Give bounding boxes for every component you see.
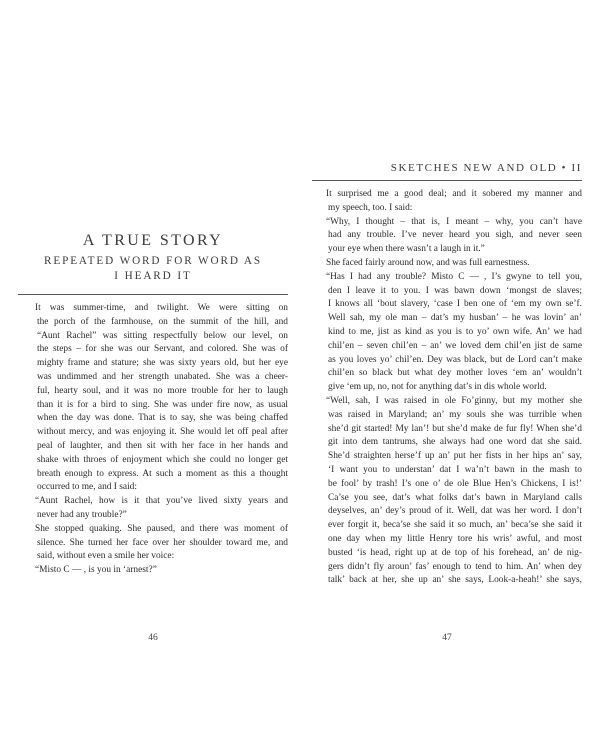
- text-line: “Well, sah, I was raised in ole Fo’ginny, but my mother she: [326, 395, 582, 406]
- text-line: breath enough to express. At such a moment as this a thought: [37, 468, 288, 479]
- text-line: It surprised me a good deal; and it sobered my manner and: [326, 189, 582, 199]
- text-line: without mercy, and was enjoying it. She would let off peal after: [37, 427, 288, 438]
- text-line: Well sah, my ole man – dat’s my husban’ – he was lovin’ an’: [328, 313, 582, 324]
- text-line: she’d git started! My lan’! but she’d make de fur fly! When she’d: [328, 423, 582, 434]
- chapter-title-block: [18, 232, 288, 284]
- text-line: kind to me, jist as kind as you is to yo’ own wife. An’ we had: [328, 326, 582, 337]
- chapter-subtitle-line: I HEARD IT: [114, 270, 192, 282]
- left-page-body: [25, 302, 288, 578]
- text-line: “Aunt Rachel, how is it that you’ve lived sixty years and: [35, 496, 288, 507]
- paragraph: [25, 564, 288, 578]
- text-line: She stopped quaking. She paused, and there was moment of: [35, 523, 288, 534]
- paragraph: [25, 523, 288, 564]
- text-line: busted ‘is head, right up at de top of his forehead, an’ de nig-: [328, 547, 582, 558]
- right-page: [312, 0, 582, 750]
- text-line: chil’en – seven chil’en – an’ we loved dem chil’en jist de same: [328, 340, 582, 351]
- text-line: gers didn’t fly aroun’ fas’ enough to tend to him. An’ when dey: [328, 561, 582, 572]
- text-line: the porch of the farmhouse, on the summit of the hill, and: [37, 316, 288, 327]
- text-line: when the day was done. That is to say, she was being chaffed: [37, 413, 288, 424]
- text-line: was undimmed and her strength unabated. She was a cheer-: [37, 371, 288, 382]
- text-line: the steps – for she was our Servant, and colored. She was of: [37, 344, 288, 355]
- chapter-title: A TRUE STORY: [82, 232, 224, 249]
- chapter-subtitle: [18, 254, 288, 284]
- text-line: peal of laughter, and then sit with her face in her hands and: [37, 440, 288, 451]
- text-line: den I leave it to you. I was bawn down ‘mongst de slaves;: [328, 285, 582, 296]
- text-line: mighty frame and stature; she was sixty years old, but her eye: [37, 358, 288, 369]
- paragraph: [316, 188, 582, 216]
- text-line: had any trouble. I’ve never heard you sigh, and never seen: [328, 230, 582, 241]
- text-line: as you loves yo’ chil’en. Dey was black, but de Lord can’t make: [328, 354, 582, 365]
- text-line: “Has I had any trouble? Misto C — , I’s gwyne to tell you,: [326, 271, 582, 282]
- text-line: my speech, too. I said:: [328, 202, 413, 213]
- right-page-body: [316, 188, 582, 588]
- text-line: Ca’se you see, dat’s what folks dat’s bawn in Maryland calls: [328, 492, 582, 503]
- running-head: SKETCHES NEW AND OLD • II: [390, 162, 582, 174]
- page-number-left: 46: [148, 633, 158, 643]
- text-line: occurred to me, and I said:: [37, 482, 137, 493]
- text-line: “Why, I thought – that is, I meant – why, you can’t have: [326, 216, 582, 227]
- text-line: was raised in Maryland; an’ my souls she was turrible when: [328, 409, 582, 420]
- text-line: deyselves, an’ dey’s proud of it. Well, dat was her word. I don’t: [328, 506, 582, 517]
- text-line: I knows all ‘bout slavery, ‘case I ben one of ‘em my own se’f.: [328, 299, 582, 310]
- left-page: [18, 0, 288, 750]
- paragraph: [25, 495, 288, 523]
- text-line: git into dem tantrums, she always had one word dat she said.: [328, 437, 582, 448]
- title-rule: [18, 294, 288, 295]
- chapter-subtitle-line: REPEATED WORD FOR WORD AS: [43, 255, 263, 267]
- text-line: talk’ back at her, she up an’ she says, Look-a-heah!’ she says,: [328, 575, 582, 586]
- text-line: give ‘em up, no, not for anything dat’s in dis whole world.: [328, 382, 547, 393]
- paragraph: [316, 257, 582, 271]
- text-line: “Aunt Rachel” was sitting respectfully below our level, on: [37, 330, 288, 341]
- page-number-right: 47: [442, 633, 452, 643]
- text-line: than it is for a bird to sing. She was under fire now, as usual: [37, 399, 288, 410]
- text-line: She’d straighten herse’f up an’ put her fists in her hips an’ say,: [328, 451, 582, 462]
- text-line: It was summer-time, and twilight. We were sitting on: [35, 303, 288, 313]
- text-line: your eye when there wasn’t a laugh in it.”: [328, 244, 485, 255]
- paragraph: [316, 395, 582, 588]
- text-line: ever forgit it, beca’se she said it so much, an’ beca’se she said it: [328, 520, 582, 531]
- text-line: chil’en so black but what dey mother loves ‘em an’ wouldn’t: [328, 368, 582, 379]
- text-line: ‘I want you to understan’ dat I wa’n’t bawn in the mash to: [328, 464, 582, 475]
- text-line: one day when my little Henry tore his wris’ awful, and most: [328, 533, 582, 544]
- text-line: silence. She turned her face over her shoulder toward me, and: [37, 537, 288, 548]
- text-line: said, without even a smile her voice:: [37, 551, 175, 562]
- paragraph: [25, 302, 288, 495]
- text-line: “Misto C — , is you in ‘arnest?”: [35, 565, 157, 576]
- text-line: shake with throes of enjoyment which she could no longer get: [37, 454, 288, 465]
- text-line: She faced fairly around now, and was full earnestness.: [326, 257, 530, 268]
- paragraph: [316, 271, 582, 395]
- text-line: ful, hearty soul, and it was no more trouble for her to laugh: [37, 385, 288, 396]
- text-line: be fool’ by trash! I’s one o’ de ole Blue Hen’s Chickens, I is!’: [328, 478, 582, 489]
- text-line: never had any trouble?”: [37, 509, 127, 520]
- running-head-rule: [312, 180, 582, 181]
- paragraph: [316, 216, 582, 257]
